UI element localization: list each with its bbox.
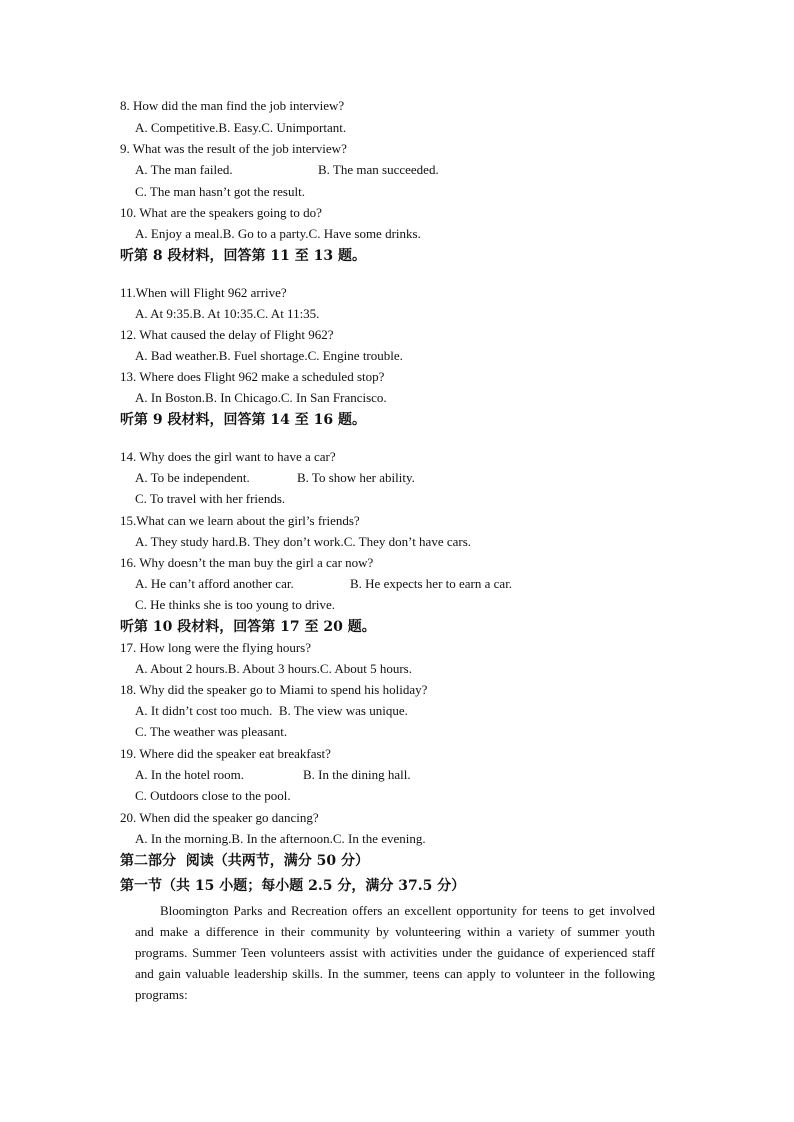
question-16-option-a: A. He can’t afford another car. [135,576,294,591]
question-14: 14. Why does the girl want to have a car? [120,449,336,464]
question-17-options: A. About 2 hours.B. About 3 hours.C. About 5 hours. [135,661,412,676]
question-19-option-a: A. In the hotel room. [135,767,245,782]
question-11: 11.When will Flight 962 arrive? [120,285,287,300]
question-9-option-b: B. The man succeeded. [318,162,439,177]
question-19-option-b: B. In the dining hall. [303,767,411,782]
question-15: 15.What can we learn about the girl’s friends? [120,513,360,528]
question-16-option-c: C. He thinks she is too young to drive. [135,597,336,612]
question-11-options: A. At 9:35.B. At 10:35.C. At 11:35. [135,306,320,321]
question-12: 12. What caused the delay of Flight 962? [120,327,334,342]
question-8: 8. How did the man find the job interview? [120,98,345,113]
section-8-heading: 听第 8 段材料，回答第 11 至 13 题。 [120,248,366,264]
question-8-options: A. Competitive.B. Easy.C. Unimportant. [135,120,347,135]
question-9-option-c: C. The man hasn’t got the result. [135,184,305,199]
question-14-option-a: A. To be independent. [135,470,250,485]
question-18-options-ab: A. It didn’t cost too much. B. The view was unique. [135,703,408,718]
question-14-option-b: B. To show her ability. [297,470,415,485]
question-10: 10. What are the speakers going to do? [120,205,322,220]
question-18-option-c: C. The weather was pleasant. [135,724,288,739]
question-16-option-b: B. He expects her to earn a car. [350,576,513,591]
part-2-heading: 第二部分 阅读（共两节，满分 50 分） [120,853,369,869]
question-13: 13. Where does Flight 962 make a scheduled stop? [120,369,385,384]
question-13-options: A. In Boston.B. In Chicago.C. In San Francisco. [135,390,387,405]
question-9-option-a: A. The man failed. [135,162,233,177]
question-17: 17. How long were the flying hours? [120,640,311,655]
question-20-options: A. In the morning.B. In the afternoon.C. In the evening. [135,831,426,846]
section-1-heading: 第一节（共 15 小题；每小题 2.5 分，满分 37.5 分） [120,878,466,894]
reading-passage-paragraph: Bloomington Parks and Recreation offers an excellent opportunity for teens to get involved and make a difference in their community by volunteering within a variety of summer youth programs. Summer Teen volunteers assist with activities under the guidance of experienced staff and gain valuable leadership skills. In the summer, teens can apply to volunteer in the following programs: [135,903,655,1002]
question-16: 16. Why doesn’t the man buy the girl a car now? [120,555,374,570]
question-12-options: A. Bad weather.B. Fuel shortage.C. Engine trouble. [135,348,403,363]
question-19: 19. Where did the speaker eat breakfast? [120,746,331,761]
question-20: 20. When did the speaker go dancing? [120,810,319,825]
section-9-heading: 听第 9 段材料，回答第 14 至 16 题。 [120,412,366,428]
question-18: 18. Why did the speaker go to Miami to spend his holiday? [120,682,428,697]
section-10-heading: 听第 10 段材料，回答第 17 至 20 题。 [120,619,376,635]
question-14-option-c: C. To travel with her friends. [135,491,286,506]
question-9: 9. What was the result of the job interview? [120,141,347,156]
question-10-options: A. Enjoy a meal.B. Go to a party.C. Have some drinks. [135,226,421,241]
question-15-options: A. They study hard.B. They don’t work.C. They don’t have cars. [135,534,472,549]
question-19-option-c: C. Outdoors close to the pool. [135,788,291,803]
